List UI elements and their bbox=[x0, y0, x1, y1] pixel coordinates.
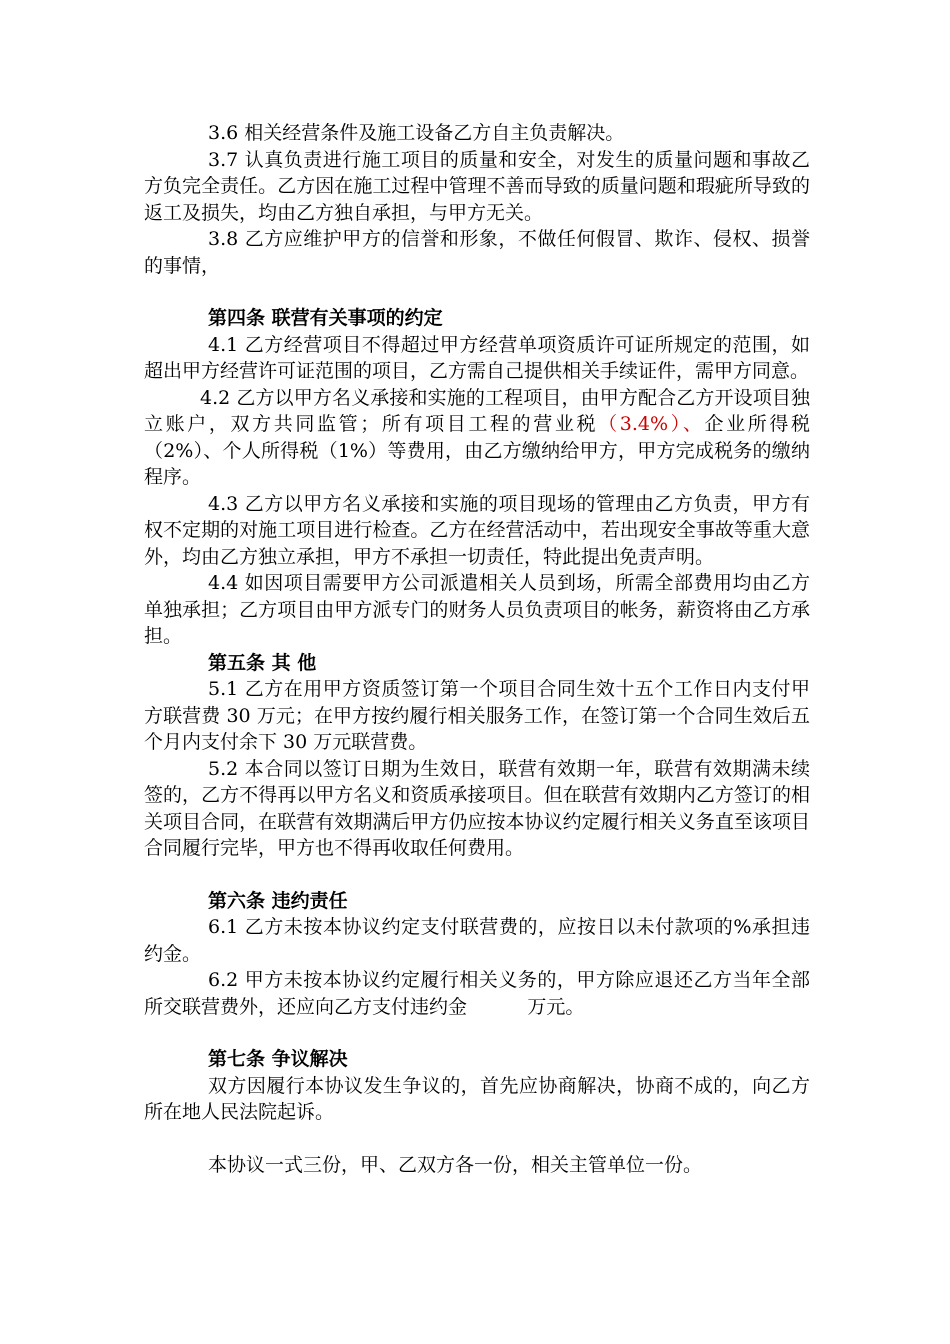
clause-4-2 bbox=[144, 385, 810, 491]
spacer bbox=[144, 862, 810, 888]
clause-4-4: 4.4 如因项目需要甲方公司派遣相关人员到场，所需全部费用均由乙方单独承担；乙方项目由甲方派专门的财务人员负责项目的帐务，薪资将由乙方承担。 bbox=[144, 572, 810, 647]
article-7-heading: 第七条 争议解决 bbox=[208, 1048, 348, 1070]
clause-3-6: 3.6 相关经营条件及施工设备乙方自主负责解决。 bbox=[208, 122, 625, 144]
clause-7: 双方因履行本协议发生争议的，首先应协商解决，协商不成的，向乙方所在地人民法院起诉。 bbox=[144, 1074, 810, 1123]
spacer bbox=[144, 1126, 810, 1152]
clause-4-2-tax-rate: （3.4%）、 bbox=[598, 413, 705, 435]
clause-4-2-text-a: 4.2 乙方以甲方名义承接和实施的工程项目，由甲方配合乙方开设项目独立账户，双方共同监管；所有项目工程的营业税 bbox=[144, 386, 810, 435]
clause-5-1: 5.1 乙方在用甲方资质签订第一个项目合同生效十五个工作日内支付甲方联营费 30 万元；在甲方按约履行相关服务工作，在签订第一个合同生效后五个月内支付余下 30 万元联营费。 bbox=[144, 678, 810, 753]
article-4-heading: 第四条 联营有关事项的约定 bbox=[208, 307, 443, 329]
clause-6-2: 6.2 甲方未按本协议约定履行相关义务的，甲方除应退还乙方当年全部所交联营费外，还应向乙方支付违约金 万元。 bbox=[144, 969, 810, 1018]
clause-3-7: 3.7 认真负责进行施工项目的质量和安全，对发生的质量问题和事故乙方负完全责任。乙方因在施工过程中管理不善而导致的质量问题和瑕疵所导致的返工及损失，均由乙方独自承担，与甲方无关。 bbox=[144, 148, 810, 224]
clause-4-3: 4.3 乙方以甲方名义承接和实施的项目现场的管理由乙方负责，甲方有权不定期的对施工项目进行检查。乙方在经营活动中，若出现安全事故等重大意外，均由乙方独立承担，甲方不承担一切责任，特此提出免责声明。 bbox=[144, 492, 810, 568]
clause-5-2: 5.2 本合同以签订日期为生效日，联营有效期一年，联营有效期满未续签的，乙方不得再以甲方名义和资质承接项目。但在联营有效期内乙方签订的相关项目合同，在联营有效期满后甲方仍应按本协议约定履行相关义务直至该项目合同履行完毕，甲方也不得再收取任何费用。 bbox=[144, 757, 810, 859]
clause-4-2-text-b: 企业所得税（2%）、个人所得税（1%）等费用，由乙方缴纳给甲方，甲方完成税务的缴纳程序。 bbox=[144, 413, 810, 488]
clause-6-1: 6.1 乙方未按本协议约定支付联营费的，应按日以未付款项的%承担违约金。 bbox=[144, 916, 810, 965]
document-body bbox=[144, 120, 810, 1178]
spacer bbox=[144, 1020, 810, 1046]
clause-3-8: 3.8 乙方应维护甲方的信誉和形象，不做任何假冒、欺诈、侵权、损誉的事情， bbox=[144, 228, 810, 277]
clause-4-1: 4.1 乙方经营项目不得超过甲方经营单项资质许可证所规定的范围，如超出甲方经营许可证范围的项目，乙方需自己提供相关手续证件，需甲方同意。 bbox=[144, 333, 810, 382]
copies-clause: 本协议一式三份，甲、乙双方各一份，相关主管单位一份。 bbox=[208, 1153, 703, 1176]
article-5-heading: 第五条 其 他 bbox=[208, 651, 317, 674]
article-6-heading: 第六条 违约责任 bbox=[208, 889, 348, 912]
spacer bbox=[144, 279, 810, 305]
